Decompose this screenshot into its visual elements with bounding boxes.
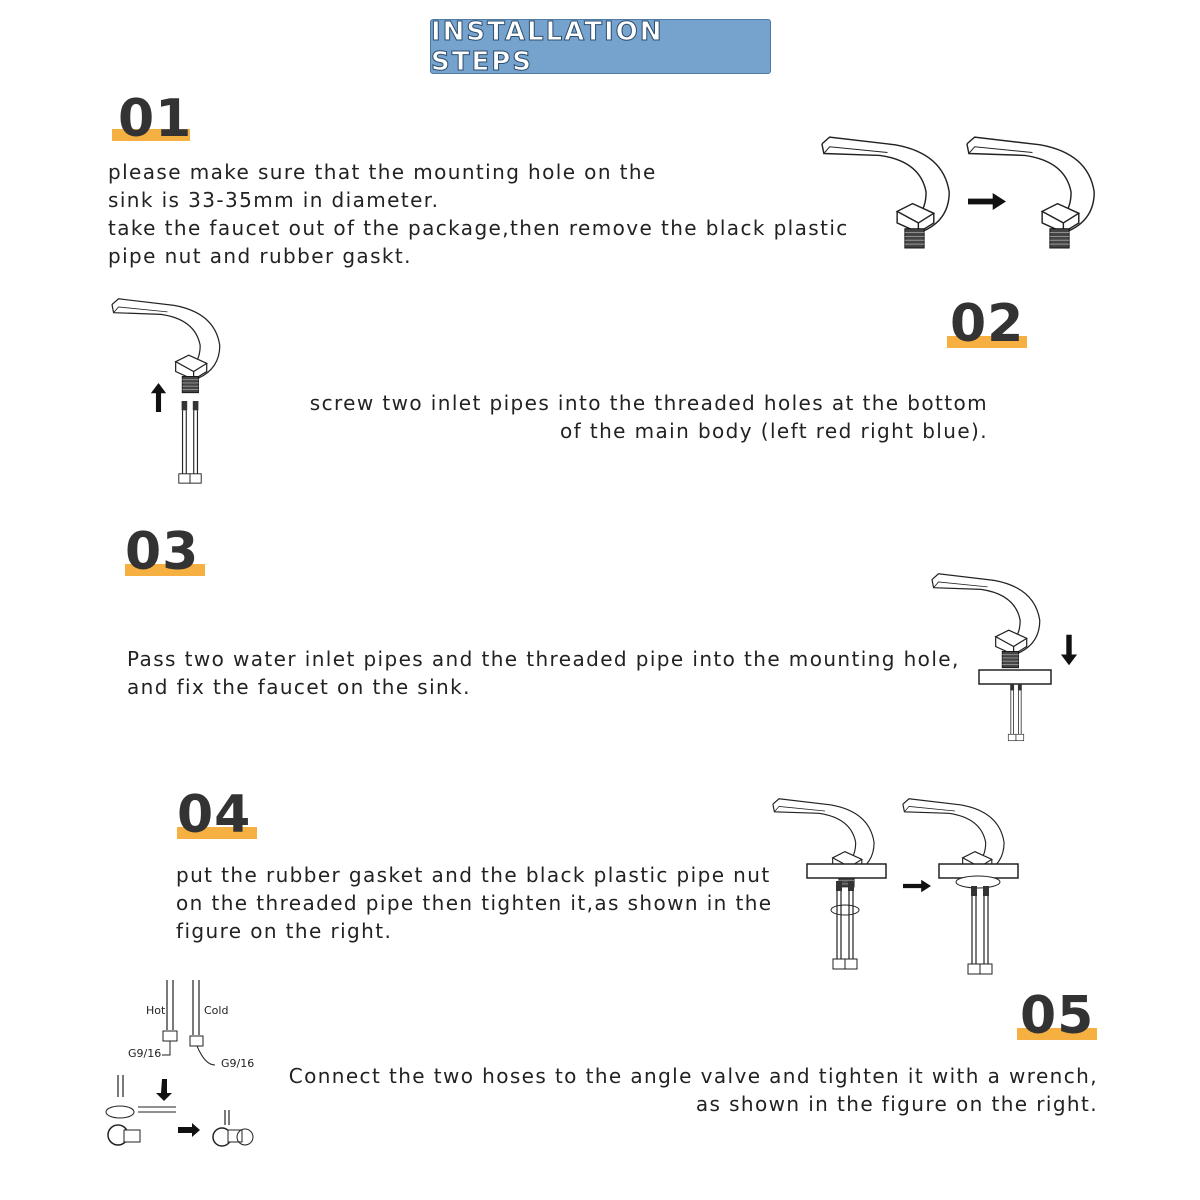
hoses-and-valve-illustration	[100, 975, 270, 1165]
step-03-number: 03	[125, 522, 200, 582]
pipes-with-nut	[965, 885, 995, 977]
fitting-label-left: G9/16	[128, 1047, 162, 1060]
hot-label: Hot	[146, 1004, 166, 1017]
step-01-number: 01	[118, 89, 193, 149]
sink-plate-illustration	[938, 862, 1020, 882]
faucet-illustration	[820, 135, 955, 253]
inlet-pipes-illustration	[176, 400, 204, 486]
step-04-number: 04	[177, 785, 252, 845]
step-05-text: Connect the two hoses to the angle valve and tighten it with a wrench, as shown in the figure on the right.	[288, 1064, 1098, 1116]
arrow-up-icon	[150, 383, 167, 412]
faucet-illustration	[930, 573, 1045, 671]
faucet-illustration	[965, 135, 1100, 253]
angle-valve-diagram	[100, 975, 270, 1165]
faucet-illustration	[110, 298, 225, 396]
arrow-down-icon	[1060, 634, 1078, 666]
fitting-label-right: G9/16	[221, 1057, 255, 1070]
page-title: INSTALLATION STEPS	[431, 16, 664, 77]
step-05-number: 05	[1020, 986, 1095, 1046]
step-03-text: Pass two water inlet pipes and the threaded pipe into the mounting hole, and fix the faucet on the sink.	[127, 647, 960, 699]
title-banner	[430, 16, 771, 77]
sink-plate-illustration	[806, 862, 888, 882]
step-04-text: put the rubber gasket and the black plastic pipe nut on the threaded pipe then tighten it,as shown in the figure on the right.	[176, 863, 773, 943]
cold-label: Cold	[204, 1004, 229, 1017]
step-02-number: 02	[950, 294, 1025, 354]
step-01-text: please make sure that the mounting hole on the sink is 33-35mm in diameter. take the faucet out of the package,then remove the black plastic pipe nut and rubber gaskt.	[108, 160, 849, 268]
pipes-below-sink	[1005, 684, 1027, 742]
pipes-with-gasket	[830, 880, 860, 972]
step-02-text: screw two inlet pipes into the threaded holes at the bottom of the main body (left red right blue).	[309, 391, 988, 443]
